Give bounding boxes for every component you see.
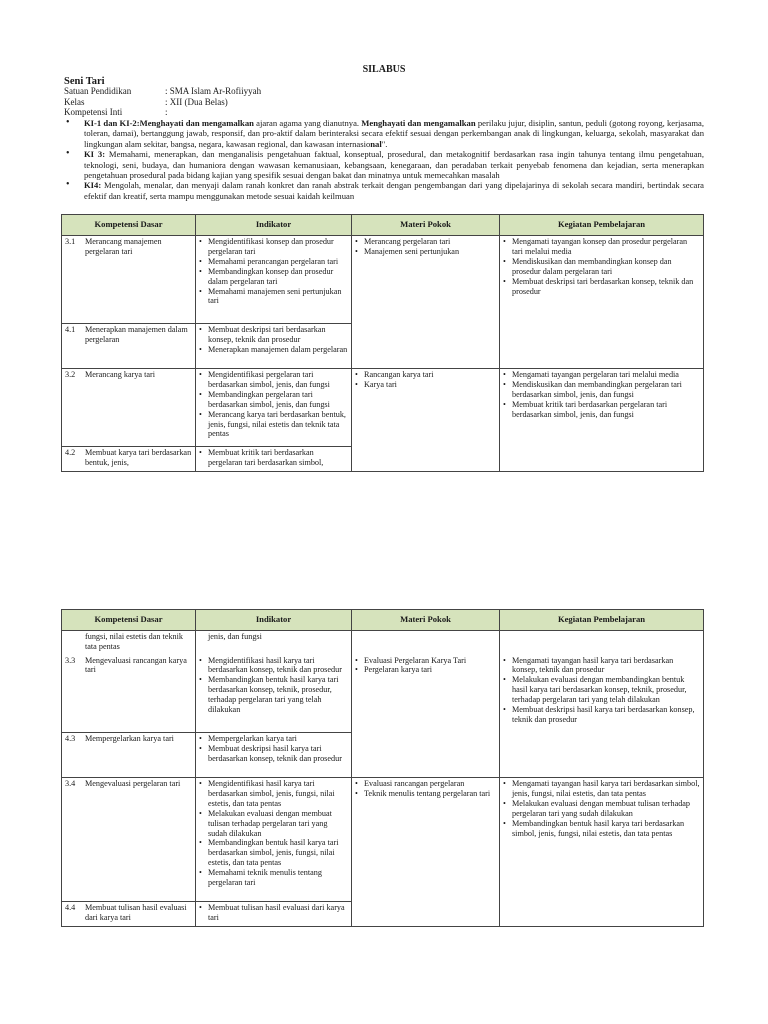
kd-text: Mempergelarkan karya tari [85,734,174,743]
materi-pokok-cell [352,631,500,655]
kegiatan-pembelajaran-cell [500,324,704,369]
list-item: • Membuat kritik tari berdasarkan pergelaran tari berdasarkan simbol, jenis, dan fungsi [503,400,700,420]
list-item: • Membuat tulisan hasil evaluasi dari karya tari [199,903,348,923]
materi-pokok-cell [352,902,500,927]
indikator-list [199,448,348,468]
kegiatan-list [503,656,700,725]
materi-list [355,779,496,799]
list-item: • Menerapkan manajemen dalam pergelaran [199,345,348,355]
identity-block [64,86,261,118]
materi-pokok-cell [352,778,500,902]
materi-pokok-cell [352,236,500,324]
materi-list [355,237,496,257]
materi-list [355,370,496,390]
kompetensi-dasar-cell [62,778,196,902]
list-item: • Mengamati tayangan hasil karya tari berdasarkan simbol, jenis, fungsi, nilai estetis, dan tata pentas [503,779,700,799]
kegiatan-pembelajaran-cell [500,733,704,778]
list-item: • Membuat deskripsi hasil karya tari berdasarkan konsep, teknik dan prosedur [503,705,700,725]
materi-pokok-cell [352,369,500,447]
kd-text: Mengevaluasi pergelaran tari [85,779,181,788]
kompetensi-inti-list [64,118,704,201]
list-item: • Evaluasi rancangan pergelaran [355,779,496,789]
table-row [62,447,704,472]
list-item: • Melakukan evaluasi dengan membuat tulisan terhadap pergelaran tari yang sudah dilakukan [503,799,700,819]
ki-item: • KI4: Mengolah, menalar, dan menyaji dalam ranah konkret dan ranah abstrak terkait dengan pengembangan dari yang dipelajarinya di sekolah secara mandiri, bertindak secara efektif dan kreatif, serta mampu menggunakan metode sesuai kaidah keilmuan [64,180,704,201]
list-item: • Karya tari [355,380,496,390]
list-item: • Membandingkan konsep dan prosedur dalam pergelaran tari [199,267,348,287]
indikator-cell [196,447,352,472]
list-item: • Mengamati tayangan hasil karya tari berdasarkan konsep, teknik dan prosedur [503,656,700,676]
header-materi-pokok: Materi Pokok [352,610,500,631]
indikator-continued-text: jenis, dan fungsi [208,632,262,641]
kegiatan-pembelajaran-cell [500,778,704,902]
kegiatan-pembelajaran-cell [500,631,704,655]
kompetensi-dasar-cell [62,236,196,324]
indikator-list [199,370,348,439]
header-kegiatan-pembelajaran: Kegiatan Pembelajaran [500,215,704,236]
list-item: • Membandingkan bentuk hasil karya tari berdasarkan simbol, jenis, fungsi, nilai estetis, dan tata pentas [503,819,700,839]
kd-text: Menerapkan manajemen dalam pergelaran [85,325,188,344]
table-row [62,369,704,447]
materi-pokok-cell [352,447,500,472]
info-row: Kelas : XII (Dua Belas) [64,96,228,107]
kompetensi-dasar-cell [62,733,196,778]
kegiatan-pembelajaran-cell [500,369,704,447]
list-item: • Teknik menulis tentang pergelaran tari [355,789,496,799]
indikator-list [199,656,348,715]
header-materi-pokok: Materi Pokok [352,215,500,236]
kd-number: 4.3 [65,734,76,743]
kd-number: 4.1 [65,325,76,334]
header-indikator: Indikator [196,215,352,236]
list-item: • Membandingkan pergelaran tari berdasarkan simbol, jenis, dan fungsi [199,390,348,410]
list-item: • Membuat deskripsi tari berdasarkan konsep, teknik dan prosedur [199,325,348,345]
kegiatan-list [503,237,700,296]
ki-item: • KI 3: Memahami, menerapkan, dan menganalisis pengetahuan faktual, konseptual, prosedural, dan metakognitif berdasarkan rasa ingin tahunya tentang ilmu pengetahuan, teknologi, seni, budaya, dan humaniora dengan wawasan kemanusiaan, kebangsaan, kenegaraan, dan peradaban terkait penyebab fenomena dan kejadian, serta menerapkan pengetahuan prosedural pada bidang kajian yang spesifik sesuai dengan bakat dan minatnya untuk memecahkan masalah [64,149,704,180]
kd-text: Membuat tulisan hasil evaluasi dari karya tari [85,903,187,922]
kegiatan-pembelajaran-cell [500,447,704,472]
table-row [62,324,704,369]
list-item: • Mengidentifikasi hasil karya tari berdasarkan simbol, jenis, fungsi, nilai estetis, dan tata pentas [199,779,348,809]
info-row: Kompetensi Inti : [64,107,168,117]
list-item: • Mempergelarkan karya tari [199,734,348,744]
kd-number: 3.3 [65,655,76,665]
indikator-cell [196,324,352,369]
kompetensi-dasar-cell [62,902,196,927]
kd-text: Merancang karya tari [85,370,156,379]
kompetensi-dasar-cell [62,447,196,472]
kompetensi-dasar-cell [62,369,196,447]
table-2-body [62,631,704,927]
ki-item: • KI-1 dan KI-2:Menghayati dan mengamalkan ajaran agama yang dianutnya. Menghayati dan mengamalkan perilaku jujur, disiplin, santun, peduli (gotong royong, kerjasama, toleran, damai), bertanggung jawab, responsif, dan pro-aktif dalam berinteraksi secara efektif sesuai dengan perkembangan anak di lingkungan, keluarga, sekolah, masyarakat dan lingkungan alam sekitar, bangsa, negara, kawasan regional, dan kawasan internasional". [64,118,704,149]
indikator-cell [196,631,352,655]
list-item: • Mengamati tayangan konsep dan prosedur pergelaran tari melalui media [503,237,700,257]
indikator-list [199,903,348,923]
list-item: • Mendiskusikan dan membandingkan pergelaran tari berdasarkan simbol, jenis, dan fungsi [503,380,700,400]
list-item: • Merancang pergelaran tari [355,237,496,247]
kd-number: 4.2 [65,448,76,457]
indikator-cell [196,778,352,902]
kegiatan-pembelajaran-cell [500,902,704,927]
list-item: • Merancang karya tari berdasarkan bentuk, jenis, fungsi, nilai estetis dan teknik tata pentas [199,410,348,440]
indikator-list [199,779,348,888]
table-1-body [62,236,704,472]
indikator-cell [196,902,352,927]
header-kompetensi-dasar: Kompetensi Dasar [62,610,196,631]
document-title: SILABUS [362,64,406,75]
kd-number [65,632,85,652]
kompetensi-dasar-cell [62,631,196,655]
list-item: • Membuat kritik tari berdasarkan pergelaran tari berdasarkan simbol, [199,448,348,468]
list-item: • Memahami teknik menulis tentang pergelaran tari [199,868,348,888]
syllabus-table-2 [61,609,704,927]
kegiatan-pembelajaran-cell [500,655,704,733]
kd-text: Merancang manajemen pergelaran tari [85,237,162,256]
materi-pokok-cell [352,324,500,369]
syllabus-table-1 [61,214,704,472]
indikator-list [199,325,348,355]
kegiatan-list [503,370,700,420]
list-item: • Memahami perancangan pergelaran tari [199,257,348,267]
kompetensi-dasar-cell [62,324,196,369]
kd-number: 3.4 [65,779,76,788]
kd-number: 3.1 [65,237,76,246]
list-item: • Rancangan karya tari [355,370,496,380]
list-item: • Mengidentifikasi hasil karya tari berdasarkan konsep, teknik dan prosedur [199,656,348,676]
table-row [62,733,704,778]
materi-list [355,656,496,676]
list-item: • Pergelaran karya tari [355,665,496,675]
list-item: • Mengidentifikasi pergelaran tari berdasarkan simbol, jenis, dan fungsi [199,370,348,390]
indikator-list [199,734,348,764]
kompetensi-dasar-cell [62,655,196,733]
indikator-cell [196,236,352,324]
header-kegiatan-pembelajaran: Kegiatan Pembelajaran [500,610,704,631]
kd-number: 3.2 [65,370,76,379]
list-item: • Mengidentifikasi konsep dan prosedur pergelaran tari [199,237,348,257]
kegiatan-pembelajaran-cell [500,236,704,324]
table-row [62,655,704,733]
list-item: • Melakukan evaluasi dengan membandingkan bentuk hasil karya tari berdasarkan konsep, teknik, prosedur, terhadap pergelaran tari yang telah dilakukan [503,675,700,705]
table-row [62,778,704,902]
indikator-list [199,237,348,306]
table-row [62,902,704,927]
header-kompetensi-dasar: Kompetensi Dasar [62,215,196,236]
list-item: • Membuat deskripsi tari berdasarkan konsep, teknik dan prosedur [503,277,700,297]
indikator-cell [196,369,352,447]
kd-number: 4.4 [65,903,76,912]
subject-heading: Seni Tari [64,76,105,87]
kd-text: Membuat karya tari berdasarkan bentuk, jenis, [85,448,192,467]
list-item: • Melakukan evaluasi dengan membuat tulisan terhadap pergelaran tari yang sudah dilakukan [199,809,348,839]
list-item: • Manajemen seni pertunjukan [355,247,496,257]
materi-pokok-cell [352,733,500,778]
list-item: • Membuat deskripsi hasil karya tari berdasarkan konsep, teknik dan prosedur [199,744,348,764]
list-item: • Mengamati tayangan pergelaran tari melalui media [503,370,700,380]
header-indikator: Indikator [196,610,352,631]
list-item: • Membandingkan bentuk hasil karya tari berdasarkan simbol, jenis, fungsi, nilai estetis, dan tata pentas [199,838,348,868]
indikator-cell [196,733,352,778]
kegiatan-list [503,779,700,838]
list-item: • Membandingkan bentuk hasil karya tari berdasarkan konsep, teknik, prosedur, terhadap pergelaran tari yang telah dilakukan [199,675,348,715]
list-item: • Mendiskusikan dan membandingkan konsep dan prosedur dalam pergelaran tari [503,257,700,277]
kd-text: Mengevaluasi rancangan karya tari [85,655,187,675]
indikator-cell [196,655,352,733]
table-row [62,631,704,655]
list-item: • Memahami manajemen seni pertunjukan tari [199,287,348,307]
kd-text: fungsi, nilai estetis dan teknik tata pentas [85,632,184,651]
materi-pokok-cell [352,655,500,733]
list-item: • Evaluasi Pergelaran Karya Tari [355,656,496,666]
info-row: Satuan Pendidikan : SMA Islam Ar-Rofiiyyah [64,86,262,96]
table-row [62,236,704,324]
